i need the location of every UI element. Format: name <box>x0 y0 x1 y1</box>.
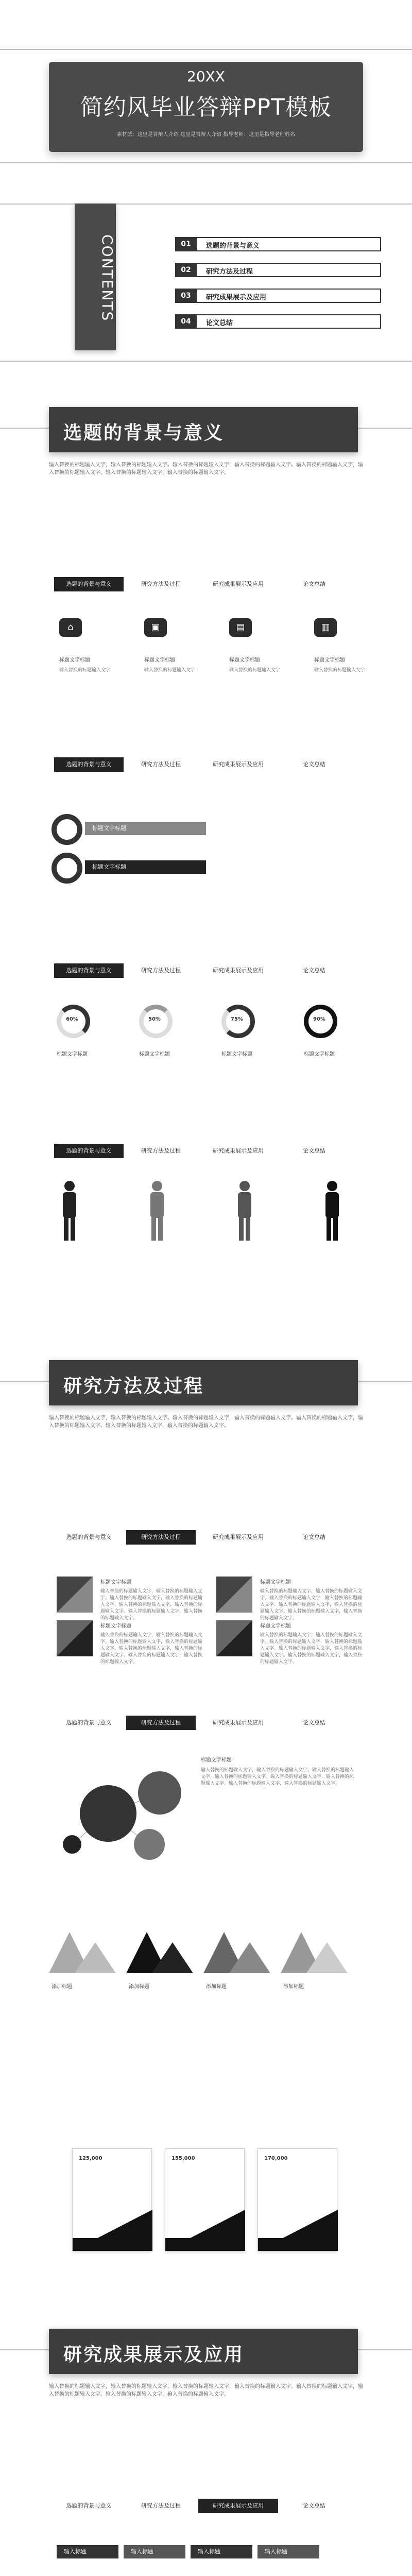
icon-label-4: 标题文字标题 <box>314 657 345 663</box>
section2-banner <box>49 1360 358 1405</box>
nav-tab-1[interactable]: 选题的背景与意义 <box>54 757 124 772</box>
slide-nav <box>54 1530 363 1545</box>
bag-icon: ▣ <box>144 618 167 637</box>
card-graphic-2 <box>165 2210 245 2251</box>
nav-tab-3[interactable]: 研究成果展示及应用 <box>198 2499 278 2513</box>
nav-tab-3[interactable]: 研究成果展示及应用 <box>213 761 264 768</box>
nav-tab-2[interactable]: 研究方法及过程 <box>126 1530 196 1545</box>
nav-tab-4[interactable]: 论文总结 <box>303 1534 325 1540</box>
toc-item-2[interactable] <box>175 263 381 277</box>
percent-2: 50% <box>148 1016 161 1022</box>
mountain-2 <box>126 1922 198 1973</box>
card-icon: ▤ <box>229 618 252 637</box>
percent-4: 90% <box>313 1016 325 1022</box>
strip-2: 输入标题 <box>124 2545 185 2558</box>
contents-slide <box>0 185 412 397</box>
nav-tab-2[interactable]: 研究方法及过程 <box>141 967 181 974</box>
ring-2 <box>52 853 82 884</box>
cover-line-top <box>0 49 412 50</box>
mountain-label-3: 添加标题 <box>206 1984 227 1990</box>
nav-tab-2[interactable]: 研究方法及过程 <box>141 581 181 587</box>
card-number-1: 125,000 <box>79 2156 102 2161</box>
people-slide <box>0 1133 412 1350</box>
wallet-icon: ▥ <box>314 618 337 637</box>
slide-nav <box>54 1716 363 1730</box>
nav-tab-1[interactable]: 选题的背景与意义 <box>54 963 124 978</box>
nav-tab-3[interactable]: 研究成果展示及应用 <box>213 581 264 587</box>
number-card-2 <box>165 2148 245 2251</box>
toc-text: 论文总结 <box>206 319 233 327</box>
section3-slide <box>0 2318 412 2488</box>
cover-subtitle: 素材派：这里是答辩人介绍 这里是答辩人介绍 指导老师：这里是指导老师姓名 <box>116 132 296 138</box>
nav-tab-3[interactable]: 研究成果展示及应用 <box>213 967 264 974</box>
ring-1 <box>52 814 82 845</box>
percent-label-4: 标题文字标题 <box>304 1052 335 1057</box>
contents-line-top <box>0 204 412 205</box>
mountain-1 <box>49 1922 121 1973</box>
toc-num: 03 <box>175 289 197 303</box>
section2-paragraph: 输入替换的标题输入文字，输入替换的标题输入文字。输入替换的标题输入文字，输入替换的标题输入文字。输入替换的标题输入文字，输入替换的标题输入文字。输入替换的标题输入文字，输入替换的标题输入文字。 <box>49 1415 363 1429</box>
nav-tab-4[interactable]: 论文总结 <box>303 967 325 974</box>
card-graphic-3 <box>258 2210 338 2251</box>
contents-label: CONTENTS <box>99 234 116 322</box>
tile-label-2: 标题文字标题 <box>100 1623 131 1629</box>
section3-title: 研究成果展示及应用 <box>63 2344 245 2365</box>
icon-desc-3: 输入替换的标题输入文字 <box>229 668 281 673</box>
contents-line-bottom <box>0 361 412 362</box>
strips-slide <box>0 2488 412 2576</box>
percent-label-3: 标题文字标题 <box>221 1052 252 1057</box>
tile-label-1: 标题文字标题 <box>100 1580 131 1585</box>
section1-slide <box>0 397 412 567</box>
cover-year: 20XX <box>187 68 225 85</box>
tiles-slide <box>0 1520 412 1705</box>
slide-nav <box>54 757 363 772</box>
person-icon-2 <box>144 1180 170 1242</box>
percent-label-1: 标题文字标题 <box>57 1052 88 1057</box>
section1-paragraph: 输入替换的标题输入文字，输入替换的标题输入文字。输入替换的标题输入文字，输入替换的标题输入文字。输入替换的标题输入文字，输入替换的标题输入文字。输入替换的标题输入文字，输入替换的标题输入文字。 <box>49 462 363 476</box>
cover-line-bottom <box>0 162 412 163</box>
nav-tab-3[interactable]: 研究成果展示及应用 <box>213 1534 264 1540</box>
mountain-label-4: 添加标题 <box>283 1984 304 1990</box>
nav-tab-1[interactable]: 选题的背景与意义 <box>66 1534 112 1540</box>
toc-num: 01 <box>175 237 197 251</box>
nav-tab-4[interactable]: 论文总结 <box>303 761 325 768</box>
icon-desc-2: 输入替换的标题输入文字 <box>144 668 196 673</box>
section2-slide <box>0 1350 412 1520</box>
toc-item-1[interactable] <box>175 237 381 251</box>
nav-tab-3[interactable]: 研究成果展示及应用 <box>213 1719 264 1726</box>
tile-desc-1: 输入替换的标题输入文字，输入替换的标题输入文字。输入替换的标题输入文字，输入替换的标题输入文字。输入替换的标题输入文字，输入替换的标题输入文字。输入替换的标题输入文字，输入替换的标题输入文字。 <box>100 1589 203 1621</box>
nav-tab-2[interactable]: 研究方法及过程 <box>141 2502 181 2509</box>
bubble-title: 标题文字标题 <box>201 1757 232 1763</box>
tile-label-4: 标题文字标题 <box>260 1623 291 1629</box>
toc-text: 选题的背景与意义 <box>206 242 260 250</box>
toc-num: 04 <box>175 314 197 329</box>
bar-strip-1: 标题文字标题 <box>85 822 206 835</box>
cover-title-box <box>49 62 363 152</box>
person-icon-4 <box>319 1180 345 1242</box>
person-icon-1 <box>57 1180 82 1242</box>
nav-tab-4[interactable]: 论文总结 <box>303 1719 325 1726</box>
mountain-label-1: 添加标题 <box>52 1984 72 1990</box>
nav-tab-2[interactable]: 研究方法及过程 <box>126 1716 196 1730</box>
person-icon-3 <box>232 1180 258 1242</box>
tile-desc-2: 输入替换的标题输入文字，输入替换的标题输入文字。输入替换的标题输入文字，输入替换的标题输入文字。输入替换的标题输入文字，输入替换的标题输入文字。输入替换的标题输入文字，输入替换的标题输入文字。 <box>100 1633 203 1665</box>
section1-title: 选题的背景与意义 <box>63 422 225 444</box>
percent-label-2: 标题文字标题 <box>139 1052 170 1057</box>
bubble-diagram <box>57 1752 191 1870</box>
triangle-tile-4 <box>216 1620 252 1656</box>
tile-label-3: 标题文字标题 <box>260 1580 291 1585</box>
triangle-tile-3 <box>216 1577 252 1613</box>
nav-tab-1[interactable]: 选题的背景与意义 <box>54 1144 124 1158</box>
number-card-3 <box>258 2148 337 2251</box>
nav-tab-4[interactable]: 论文总结 <box>303 1147 325 1154</box>
slide-nav <box>54 963 363 978</box>
strip-3: 输入标题 <box>191 2545 252 2558</box>
triangle-tile-1 <box>57 1577 93 1613</box>
toc-text: 研究成果展示及应用 <box>206 294 267 301</box>
mountains-slide <box>0 1911 412 2097</box>
toc-text: 研究方法及过程 <box>206 268 253 276</box>
card-number-2: 155,000 <box>171 2156 195 2161</box>
icon-desc-1: 输入替换的标题输入文字 <box>59 668 111 673</box>
percent-1: 60% <box>66 1016 78 1022</box>
icon-label-3: 标题文字标题 <box>229 657 260 663</box>
cards-slide <box>0 2097 412 2318</box>
bubbles-slide <box>0 1705 412 1911</box>
nav-tab-2[interactable]: 研究方法及过程 <box>141 761 181 768</box>
tile-desc-3: 输入替换的标题输入文字，输入替换的标题输入文字。输入替换的标题输入文字，输入替换的标题输入文字。输入替换的标题输入文字，输入替换的标题输入文字。输入替换的标题输入文字，输入替换的标题输入文字。 <box>260 1589 363 1621</box>
nav-tab-1[interactable]: 选题的背景与意义 <box>66 1719 112 1726</box>
nav-tab-2[interactable]: 研究方法及过程 <box>141 1147 181 1154</box>
strip-1: 输入标题 <box>57 2545 118 2558</box>
toc-num: 02 <box>175 263 197 277</box>
strip-4: 输入标题 <box>258 2545 319 2558</box>
icon-desc-4: 输入替换的标题输入文字 <box>314 668 366 673</box>
percent-slide <box>0 953 412 1133</box>
section3-banner <box>49 2329 358 2374</box>
slide-nav <box>54 2499 363 2513</box>
number-card-1 <box>72 2148 152 2251</box>
cover-title: 简约风毕业答辩PPT模板 <box>80 94 332 121</box>
section3-paragraph: 输入替换的标题输入文字，输入替换的标题输入文字。输入替换的标题输入文字，输入替换的标题输入文字。输入替换的标题输入文字，输入替换的标题输入文字。输入替换的标题输入文字，输入替换的标题输入文字。 <box>49 2384 363 2397</box>
mountain-3 <box>203 1922 276 1973</box>
icons-slide <box>0 567 412 737</box>
section1-banner <box>49 407 358 452</box>
nav-tab-3[interactable]: 研究成果展示及应用 <box>213 1147 264 1154</box>
bubble-desc: 输入替换的标题输入文字，输入替换的标题输入文字。输入替换的标题输入文字，输入替换的标题输入文字。输入替换的标题输入文字，输入替换的标题输入文字。输入替换的标题输入文字，输入替换的标题输入文字。 <box>201 1768 354 1786</box>
nav-tab-4[interactable]: 论文总结 <box>303 581 325 587</box>
percent-3: 75% <box>231 1016 243 1022</box>
icon-label-2: 标题文字标题 <box>144 657 175 663</box>
cart-icon: ⌂ <box>59 618 82 637</box>
icon-label-1: 标题文字标题 <box>59 657 90 663</box>
mountain-4 <box>281 1922 353 1973</box>
cover-slide <box>0 0 412 185</box>
contents-box <box>75 204 116 350</box>
toc-item-4[interactable] <box>175 314 381 329</box>
section2-title: 研究方法及过程 <box>63 1376 204 1397</box>
triangle-tile-2 <box>57 1620 93 1656</box>
ring-bars-slide <box>0 737 412 953</box>
nav-tab-1[interactable]: 选题的背景与意义 <box>54 577 124 591</box>
toc-item-3[interactable] <box>175 289 381 303</box>
slide-nav <box>54 1144 363 1158</box>
card-number-3: 170,000 <box>264 2156 288 2161</box>
slide-nav <box>54 577 363 591</box>
tile-desc-4: 输入替换的标题输入文字，输入替换的标题输入文字。输入替换的标题输入文字，输入替换的标题输入文字。输入替换的标题输入文字，输入替换的标题输入文字。输入替换的标题输入文字，输入替换的标题输入文字。 <box>260 1633 363 1665</box>
nav-tab-4[interactable]: 论文总结 <box>303 2502 325 2509</box>
card-graphic-1 <box>73 2210 152 2251</box>
mountain-label-2: 添加标题 <box>129 1984 149 1990</box>
bar-strip-2: 标题文字标题 <box>85 860 206 874</box>
nav-tab-1[interactable]: 选题的背景与意义 <box>66 2502 112 2509</box>
